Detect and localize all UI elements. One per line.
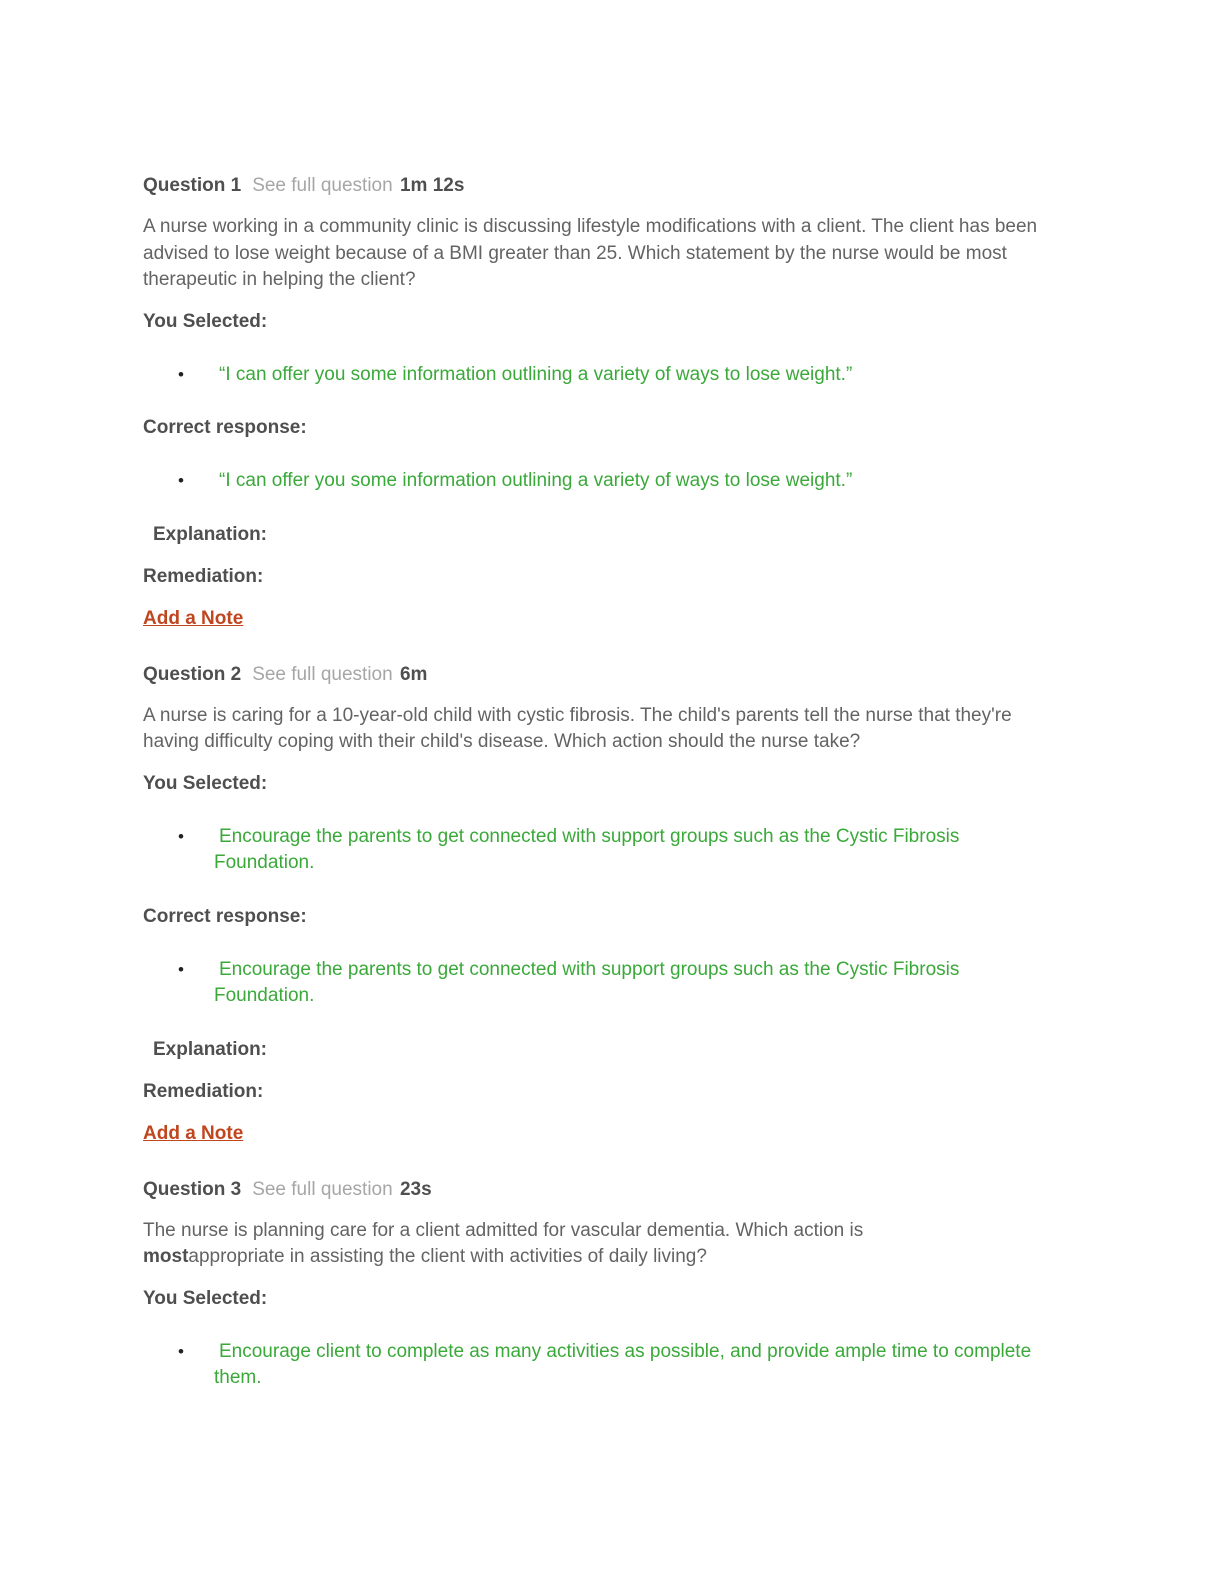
question-label: Question 1 bbox=[143, 175, 242, 196]
bullet-icon: • bbox=[178, 959, 184, 979]
bullet-icon: • bbox=[178, 1341, 184, 1361]
question-block-2 bbox=[143, 661, 1043, 1148]
question-text bbox=[143, 1218, 923, 1271]
question-text: A nurse working in a community clinic is discussing lifestyle modifications with a client. The client has been advised to lose weight because of a BMI greater than 25. Which statement by the nurse would be most therapeutic in helping the client? bbox=[143, 216, 1038, 290]
question-text: A nurse is caring for a 10-year-old child with cystic fibrosis. The child's parents tell the nurse that they're having difficulty coping with their child's disease. Which action should the nurse take? bbox=[143, 704, 1012, 752]
bullet-icon: • bbox=[178, 826, 184, 846]
remediation-label: Remediation: bbox=[143, 1080, 264, 1102]
correct-answer-text: “I can offer you some information outlining a variety of ways to lose weight.” bbox=[219, 470, 853, 491]
correct-response-label: Correct response: bbox=[143, 905, 307, 927]
correct-answer bbox=[143, 468, 1043, 495]
selected-answer-text: “I can offer you some information outlining a variety of ways to lose weight.” bbox=[219, 363, 853, 385]
see-full-question-link[interactable]: See full question bbox=[252, 663, 393, 685]
remediation-label: Remediation: bbox=[143, 565, 264, 587]
you-selected-label: You Selected: bbox=[143, 1287, 268, 1309]
selected-answer-text: Encourage client to complete as many activities as possible, and provide ample time to complete them. bbox=[214, 1340, 1032, 1388]
add-note-link[interactable]: Add a Note bbox=[143, 1122, 244, 1144]
bullet-icon: • bbox=[178, 471, 184, 490]
question-label: Question 3 bbox=[143, 1178, 242, 1200]
selected-answer bbox=[143, 824, 1043, 877]
question-text-start: The nurse is planning care for a client admitted for vascular dementia. Which action is bbox=[143, 1219, 864, 1241]
selected-answer-text: Encourage the parents to get connected with support groups such as the Cystic Fibrosis Foundation. bbox=[214, 825, 960, 873]
document-page bbox=[143, 172, 1043, 1418]
you-selected-label: You Selected: bbox=[143, 310, 268, 332]
explanation-label: Explanation: bbox=[153, 1038, 268, 1060]
question-time: 1m 12s bbox=[399, 175, 465, 196]
question-block-3 bbox=[143, 1176, 1043, 1392]
selected-answer bbox=[143, 362, 1043, 389]
question-label: Question 2 bbox=[143, 663, 242, 685]
explanation-label: Explanation: bbox=[153, 523, 268, 545]
question-text-end: appropriate in assisting the client with activities of daily living? bbox=[188, 1246, 707, 1267]
you-selected-label: You Selected: bbox=[143, 772, 268, 794]
correct-answer bbox=[143, 957, 1043, 1010]
question-block-1 bbox=[143, 172, 1043, 633]
bullet-icon: • bbox=[178, 364, 184, 384]
add-note-link[interactable]: Add a Note bbox=[143, 607, 244, 629]
question-header bbox=[143, 172, 1043, 200]
selected-answer bbox=[143, 1339, 1043, 1392]
see-full-question-link[interactable]: See full question bbox=[252, 175, 393, 196]
question-header bbox=[143, 1176, 1043, 1204]
correct-answer-text: Encourage the parents to get connected with support groups such as the Cystic Fibrosis Foundation. bbox=[214, 958, 960, 1006]
question-time: 6m bbox=[399, 663, 428, 685]
correct-response-label: Correct response: bbox=[143, 417, 307, 438]
question-time: 23s bbox=[399, 1178, 432, 1200]
question-header bbox=[143, 661, 1043, 689]
question-text-emphasis: most bbox=[143, 1246, 189, 1267]
see-full-question-link[interactable]: See full question bbox=[252, 1178, 393, 1200]
